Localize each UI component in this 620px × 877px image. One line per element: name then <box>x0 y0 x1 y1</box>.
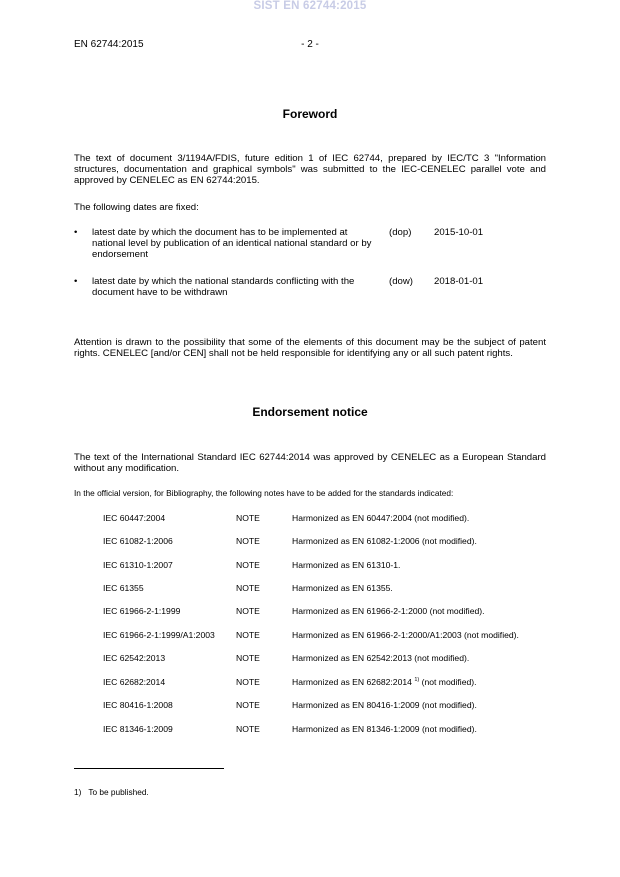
note-label: NOTE <box>236 606 260 616</box>
note-row <box>103 583 563 595</box>
note-standard: IEC 61966-2-1:1999/A1:2003 <box>103 630 215 640</box>
dates-intro: The following dates are fixed: <box>74 202 199 213</box>
note-standard: IEC 80416-1:2008 <box>103 700 173 710</box>
note-text: Harmonized as EN 61966-2-1:2000/A1:2003 (not modified). <box>292 630 519 640</box>
page-number: - 2 - <box>301 39 319 50</box>
note-text: Harmonized as EN 62542:2013 (not modified). <box>292 653 470 663</box>
note-row <box>103 700 563 712</box>
note-row <box>103 606 563 618</box>
date-item-date: 2018-01-01 <box>434 276 484 287</box>
note-label: NOTE <box>236 583 260 593</box>
note-label: NOTE <box>236 630 260 640</box>
note-text: Harmonized as EN 62682:2014 $^{1)}$ (not modified). <box>292 677 477 687</box>
notes-intro: In the official version, for Bibliography, the following notes have to be added for the standards indicated: <box>74 488 454 498</box>
note-standard: IEC 61310-1:2007 <box>103 560 173 570</box>
note-standard: IEC 61355 <box>103 583 144 593</box>
date-item-abbr: (dop) <box>389 227 412 238</box>
note-row <box>103 677 563 689</box>
bullet-icon: • <box>74 227 78 238</box>
note-row <box>103 653 563 665</box>
note-row <box>103 630 563 642</box>
note-label: NOTE <box>236 724 260 734</box>
endorsement-paragraph: The text of the International Standard IEC 62744:2014 was approved by CENELEC as a European Standard without any modification. <box>74 452 546 475</box>
note-label: NOTE <box>236 700 260 710</box>
note-label: NOTE <box>236 513 260 523</box>
note-row <box>103 560 563 572</box>
footnote <box>74 787 149 797</box>
note-text: Harmonized as EN 60447:2004 (not modified). <box>292 513 470 523</box>
date-item-abbr: (dow) <box>389 276 413 287</box>
note-label: NOTE <box>236 560 260 570</box>
watermark: SIST EN 62744:2015 <box>253 0 367 12</box>
foreword-paragraph: The text of document 3/1194A/FDIS, future edition 1 of IEC 62744, prepared by IEC/TC 3 "Information structures, documentation and graphical symbols" was submitted to the IEC-CENELEC parallel vote and approved by CENELEC as EN 62744:2015. <box>74 153 546 187</box>
footnote-ref: 1) <box>414 677 420 684</box>
footnote-text: To be published. <box>88 787 149 797</box>
date-item-text: latest date by which the national standards conflicting with the document have to be withdrawn <box>92 276 355 299</box>
date-item-text: latest date by which the document has to be implemented at national level by publication of an identical national standard or by endorsement <box>92 227 372 261</box>
note-standard: IEC 61082-1:2006 <box>103 536 173 546</box>
note-text: Harmonized as EN 80416-1:2009 (not modified). <box>292 700 477 710</box>
note-row <box>103 724 563 736</box>
foreword-title: Foreword <box>282 107 338 121</box>
note-text: Harmonized as EN 61082-1:2006 (not modified). <box>292 536 477 546</box>
date-item-date: 2015-10-01 <box>434 227 484 238</box>
bullet-icon: • <box>74 276 78 287</box>
note-standard: IEC 61966-2-1:1999 <box>103 606 181 616</box>
header-doc-id: EN 62744:2015 <box>74 39 144 50</box>
note-standard: IEC 62542:2013 <box>103 653 166 663</box>
patent-attention-paragraph: Attention is drawn to the possibility that some of the elements of this document may be the subject of patent rights. CENELEC [and/or CEN] shall not be held responsible for identifying any or all such patent rights. <box>74 337 546 360</box>
note-row <box>103 536 563 548</box>
footnote-separator <box>74 768 224 769</box>
footnote-marker: 1) <box>74 787 82 797</box>
note-row <box>103 513 563 525</box>
note-text: Harmonized as EN 61310-1. <box>292 560 401 570</box>
note-standard: IEC 81346-1:2009 <box>103 724 173 734</box>
note-standard: IEC 62682:2014 <box>103 677 166 687</box>
note-text: Harmonized as EN 81346-1:2009 (not modified). <box>292 724 477 734</box>
note-text: Harmonized as EN 61966-2-1:2000 (not modified). <box>292 606 485 616</box>
note-label: NOTE <box>236 653 260 663</box>
note-label: NOTE <box>236 677 260 687</box>
note-text: Harmonized as EN 61355. <box>292 583 393 593</box>
note-standard: IEC 60447:2004 <box>103 513 166 523</box>
note-label: NOTE <box>236 536 260 546</box>
endorsement-title: Endorsement notice <box>252 405 368 419</box>
